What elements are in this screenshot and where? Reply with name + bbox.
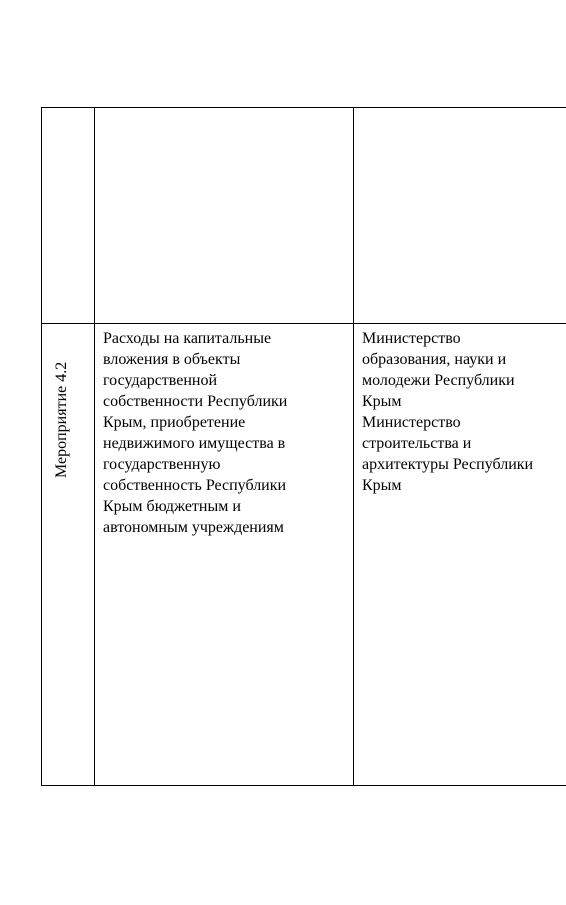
responsible-line: архитектуры Республики [362,456,534,473]
cell-responsible [354,324,566,786]
table-row-event-4-2 [42,324,566,786]
responsible-line: Крым [362,477,402,494]
description-line: автономным учреждениям [103,519,284,536]
responsible-line: Крым [362,393,402,410]
cell-responsible-empty [354,108,566,324]
table-row-continuation [42,108,566,324]
cell-description-empty [95,108,354,324]
responsible-text [354,324,566,496]
responsible-line: образования, науки и [362,351,507,368]
description-line: Расходы на капитальные [103,330,272,347]
cell-description [95,324,354,786]
program-table [41,107,566,786]
description-line: вложения в объекты [103,351,241,368]
event-label: Мероприятие 4.2 [53,361,70,478]
cell-event-label [42,324,95,786]
description-line: государственную [103,456,221,473]
responsible-line: Министерство [362,330,461,347]
responsible-line: строительства и [362,435,472,452]
description-line: государственной [103,372,218,389]
description-text [95,324,353,538]
description-line: собственности Республики [103,393,288,410]
responsible-line: Министерство [362,414,461,431]
description-line: Крым бюджетным и [103,498,241,515]
description-line: Крым, приобретение [103,414,246,431]
responsible-line: молодежи Республики [362,372,515,389]
description-line: недвижимого имущества в [103,435,286,452]
cell-number-empty [42,108,95,324]
description-line: собственность Республики [103,477,287,494]
